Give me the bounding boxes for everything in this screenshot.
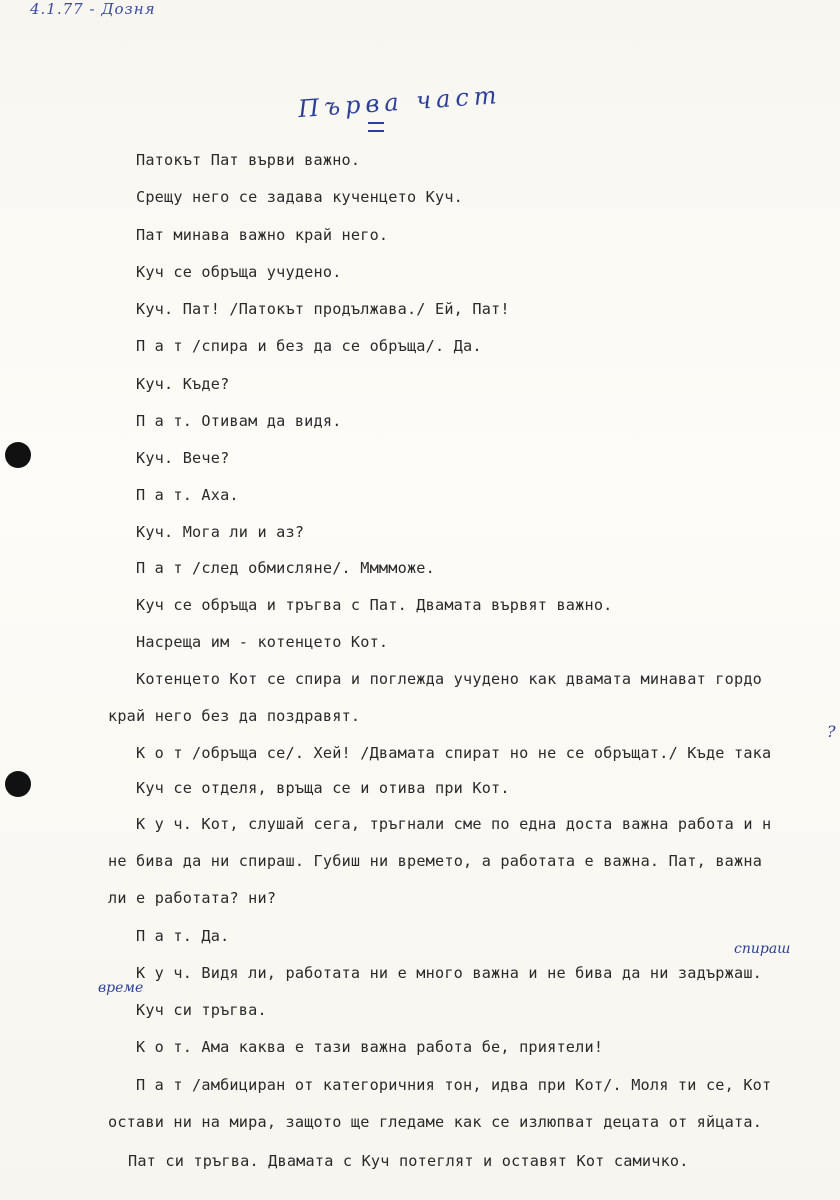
script-line: П а т. Отивам да видя.	[136, 412, 342, 430]
script-line: Куч си тръгва.	[136, 1001, 267, 1019]
punch-hole	[5, 771, 31, 797]
title-underline-mark	[368, 122, 384, 132]
script-line: ли е работата? ни?	[108, 889, 277, 907]
script-line: П а т. Да.	[136, 927, 230, 945]
script-line: Куч. Къде?	[136, 375, 230, 393]
script-line: К у ч. Кот, слушай сега, тръгнали сме по една доста важна работа и н	[136, 815, 772, 833]
question-mark-annotation: ?	[827, 722, 836, 741]
script-line: не бива да ни спираш. Губиш ни времето, а работата е важна. Пат, важна	[108, 852, 763, 870]
script-line: Куч. Пат! /Патокът продължава./ Ей, Пат!	[136, 300, 510, 318]
script-line: Патокът Пат върви важно.	[136, 151, 361, 169]
punch-hole	[5, 442, 31, 468]
script-line: Насреща им - котенцето Кот.	[136, 633, 389, 651]
script-line: П а т. Аха.	[136, 486, 239, 504]
script-line: край него без да поздравят.	[108, 707, 361, 725]
date-note: 4.1.77 - Дозня	[30, 0, 156, 18]
script-line: Котенцето Кот се спира и поглежда учудено как двамата минават гордо	[136, 670, 763, 688]
insertion-annotation: спираш	[734, 941, 791, 957]
script-line: Пат минава важно край него.	[136, 226, 389, 244]
script-line: Куч се обръща учудено.	[136, 263, 342, 281]
script-line: П а т /амбициран от категоричния тон, идва при Кот/. Моля ти се, Кот	[136, 1076, 772, 1094]
script-line: П а т /след обмисляне/. Мммможе.	[136, 559, 435, 577]
script-line: Пат си тръгва. Двамата с Куч потеглят и оставят Кот самичко.	[128, 1152, 689, 1170]
script-line: Куч се отделя, връща се и отива при Кот.	[136, 779, 510, 797]
page-title: Първа част	[297, 80, 503, 124]
script-line: Срещу него се задава кученцето Куч.	[136, 188, 464, 206]
script-line: Куч се обръща и тръгва с Пат. Двамата вървят важно.	[136, 596, 613, 614]
margin-annotation: време	[98, 980, 144, 996]
script-line: К о т /обръща се/. Хей! /Двамата спират но не се обръщат./ Къде така	[136, 744, 772, 762]
script-line: К у ч. Видя ли, работата ни е много важна и не бива да ни задържаш.	[136, 964, 763, 982]
script-line: П а т /спира и без да се обръща/. Да.	[136, 337, 482, 355]
script-line: остави ни на мира, защото ще гледаме как се излюпват децата от яйцата.	[108, 1113, 763, 1131]
script-line: Куч. Вече?	[136, 449, 230, 467]
script-line: К о т. Ама каква е тази важна работа бе, приятели!	[136, 1038, 604, 1056]
script-line: Куч. Мога ли и аз?	[136, 523, 305, 541]
